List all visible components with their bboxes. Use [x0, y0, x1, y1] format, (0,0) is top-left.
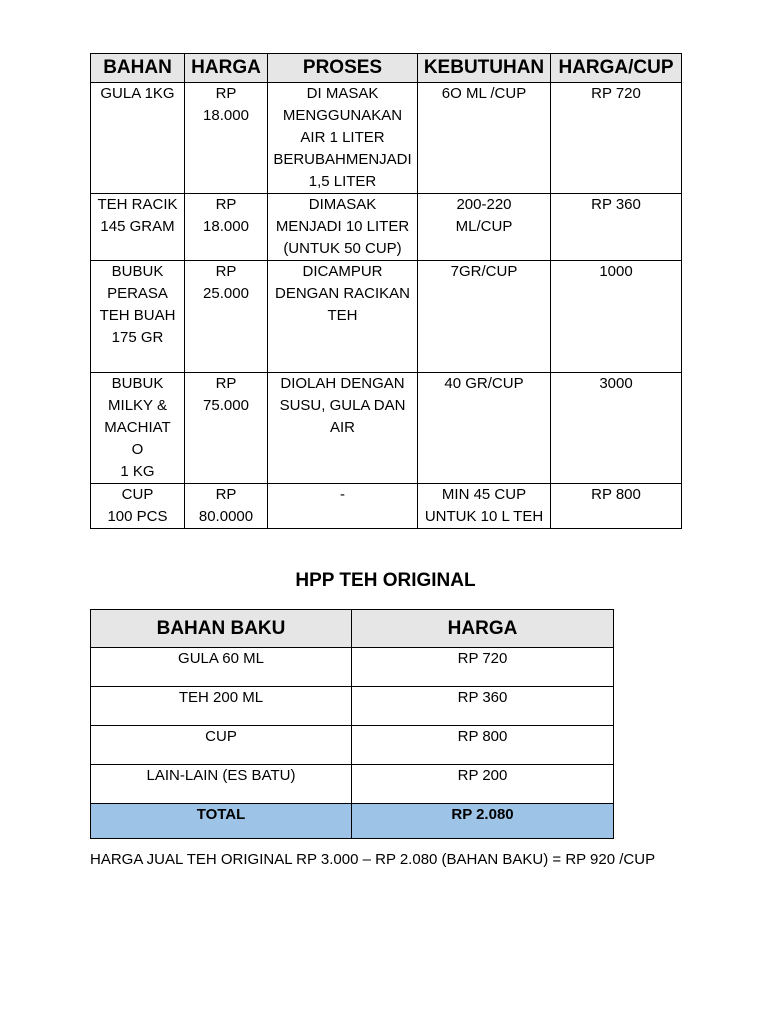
- table-header-row: [91, 610, 614, 648]
- table-row: [91, 765, 614, 804]
- table-row: [91, 687, 614, 726]
- header-harga: HARGA: [352, 610, 614, 648]
- cell-bahan-baku: LAIN-LAIN (ES BATU): [91, 765, 352, 804]
- cell-harga: RP 800: [352, 726, 614, 765]
- ingredients-table: [90, 53, 682, 529]
- cell-harga-per-cup: 3000: [551, 373, 682, 484]
- cell-kebutuhan: 40 GR/CUP: [418, 373, 551, 484]
- cell-proses: DIMASAK MENJADI 10 LITER (UNTUK 50 CUP): [268, 194, 418, 261]
- cell-harga: RP 18.000: [185, 83, 268, 194]
- header-harga-per-cup: HARGA/CUP: [551, 54, 682, 83]
- cell-harga: RP 25.000: [185, 261, 268, 373]
- cell-bahan-baku: GULA 60 ML: [91, 648, 352, 687]
- cell-harga: RP 80.0000: [185, 484, 268, 529]
- cell-harga: RP 200: [352, 765, 614, 804]
- cell-harga-per-cup: RP 800: [551, 484, 682, 529]
- cell-proses: DICAMPUR DENGAN RACIKAN TEH: [268, 261, 418, 373]
- header-bahan: BAHAN: [91, 54, 185, 83]
- cell-proses: DI MASAK MENGGUNAKAN AIR 1 LITER BERUBAHMENJADI 1,5 LITER: [268, 83, 418, 194]
- cell-kebutuhan: 200-220 ML/CUP: [418, 194, 551, 261]
- cell-harga: RP 360: [352, 687, 614, 726]
- cell-proses: DIOLAH DENGAN SUSU, GULA DAN AIR: [268, 373, 418, 484]
- cell-bahan-baku: TEH 200 ML: [91, 687, 352, 726]
- cell-bahan: TEH RACIK 145 GRAM: [91, 194, 185, 261]
- table-row: [91, 194, 682, 261]
- header-proses: PROSES: [268, 54, 418, 83]
- cell-bahan: BUBUK MILKY & MACHIAT O 1 KG: [91, 373, 185, 484]
- cell-kebutuhan: 7GR/CUP: [418, 261, 551, 373]
- total-row: [91, 804, 614, 839]
- cell-harga-per-cup: 1000: [551, 261, 682, 373]
- table-row: [91, 83, 682, 194]
- cell-bahan: GULA 1KG: [91, 83, 185, 194]
- cell-harga: RP 720: [352, 648, 614, 687]
- total-value: RP 2.080: [352, 804, 614, 839]
- table-row: [91, 373, 682, 484]
- cell-bahan: CUP 100 PCS: [91, 484, 185, 529]
- selling-price-note: HARGA JUAL TEH ORIGINAL RP 3.000 – RP 2.080 (BAHAN BAKU) = RP 920 /CUP: [90, 851, 656, 868]
- hpp-table: [90, 609, 614, 839]
- cell-bahan: BUBUK PERASA TEH BUAH 175 GR: [91, 261, 185, 373]
- cell-harga: RP 75.000: [185, 373, 268, 484]
- header-bahan-baku: BAHAN BAKU: [91, 610, 352, 648]
- cell-bahan-baku: CUP: [91, 726, 352, 765]
- section-title: HPP TEH ORIGINAL: [295, 570, 476, 591]
- table-row: [91, 484, 682, 529]
- table-row: [91, 648, 614, 687]
- cell-kebutuhan: 6O ML /CUP: [418, 83, 551, 194]
- total-label: TOTAL: [91, 804, 352, 839]
- cell-harga: RP 18.000: [185, 194, 268, 261]
- header-harga: HARGA: [185, 54, 268, 83]
- cell-harga-per-cup: RP 720: [551, 83, 682, 194]
- header-kebutuhan: KEBUTUHAN: [418, 54, 551, 83]
- table-row: [91, 726, 614, 765]
- cell-proses: -: [268, 484, 418, 529]
- cell-harga-per-cup: RP 360: [551, 194, 682, 261]
- table-row: [91, 261, 682, 373]
- cell-kebutuhan: MIN 45 CUP UNTUK 10 L TEH: [418, 484, 551, 529]
- table-header-row: [91, 54, 682, 83]
